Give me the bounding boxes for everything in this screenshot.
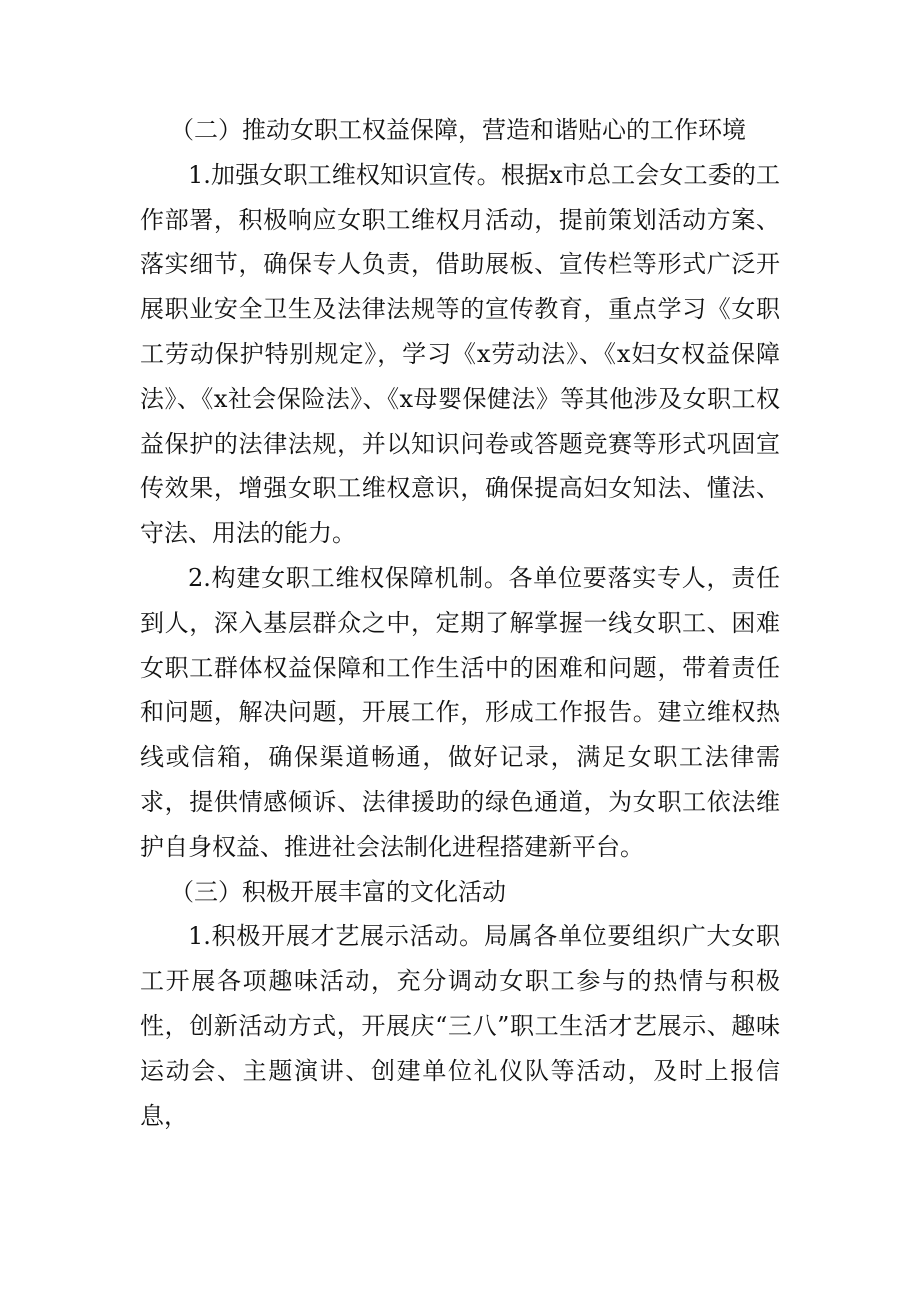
paragraph-rights-mechanism: 2.构建女职工维权保障机制。各单位要落实专人，责任到人，深入基层群众之中，定期了解掌握一线女职工、困难女职工群体权益保障和工作生活中的困难和问题，带着责任和问题，解决问题，开展工作，形成工作报告。建立维权热线或信箱，确保渠道畅通，做好记录，满足女职工法律需求，提供情感倾诉、法律援助的绿色通道，为女职工依法维护自身权益、推进社会法制化进程搭建新平台。 (140, 563, 780, 861)
paragraph-talent-show: 1.积极开展才艺展示活动。局属各单位要组织广大女职工开展各项趣味活动，充分调动女职工参与的热情与积极性，创新活动方式，开展庆“三八”职工生活才艺展示、趣味运动会、主题演讲、创建单位礼仪队等活动，及时上报信息， (140, 922, 780, 1130)
section-heading-2: （二）推动女职工权益保障，营造和谐贴心的工作环境 (170, 116, 746, 144)
document-body (140, 108, 780, 1138)
paragraph-rights-publicity: 1.加强女职工维权知识宣传。根据x市总工会女工委的工作部署，积极响应女职工维权月活动，提前策划活动方案、落实细节，确保专人负责，借助展板、宣传栏等形式广泛开展职业安全卫生及法律法规等的宣传教育，重点学习《女职工劳动保护特别规定》，学习《x劳动法》、《x妇女权益保障法》、《x社会保险法》、《x母婴保健法》等其他涉及女职工权益保护的法律法规，并以知识问卷或答题竞赛等形式巩固宣传效果，增强女职工维权意识，确保提高妇女知法、懂法、守法、用法的能力。 (140, 160, 780, 548)
section-heading-3: （三）积极开展丰富的文化活动 (170, 877, 506, 906)
